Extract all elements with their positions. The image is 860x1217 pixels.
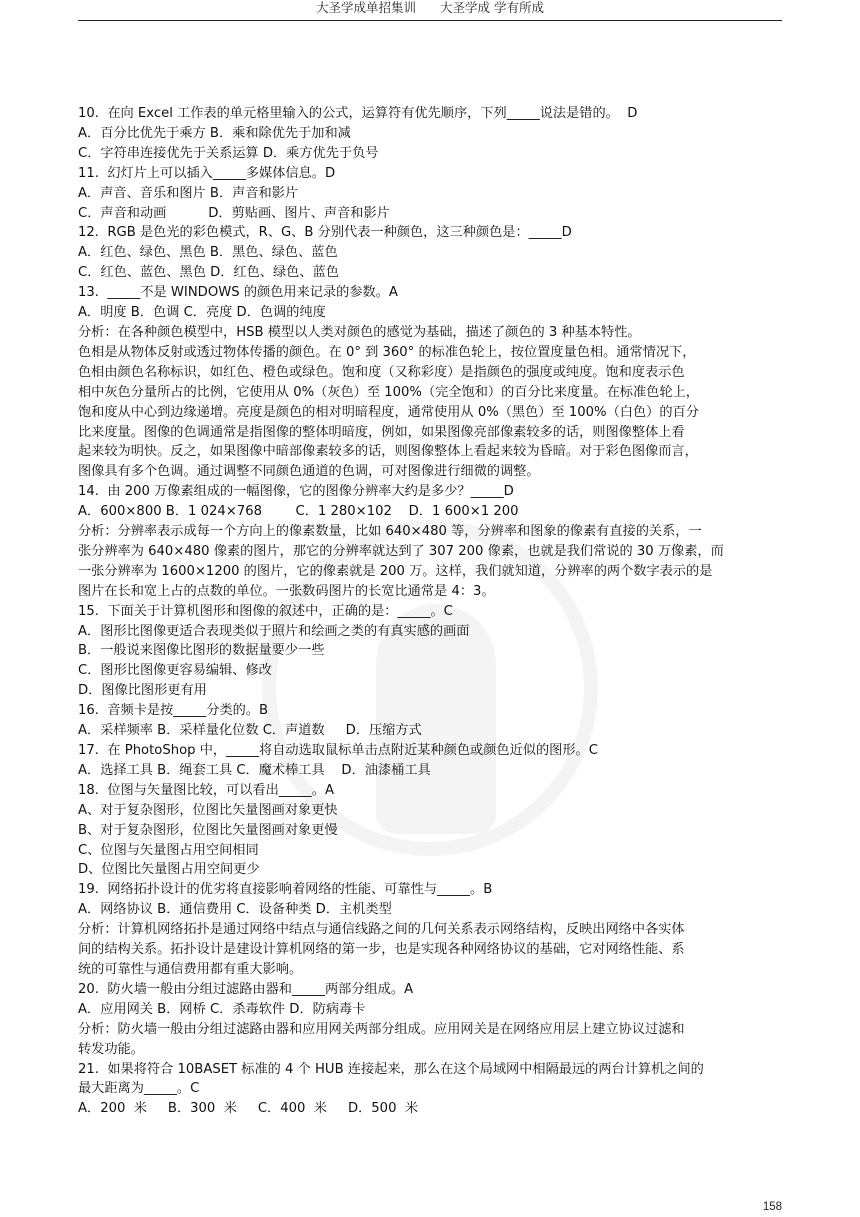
text-line: C．红色、蓝色、黑色 D．红色、绿色、蓝色 (78, 265, 339, 281)
text-line: 分析：计算机网络拓扑是通过网络中结点与通信线路之间的几何关系表示网络结构，反映出网络中各实体 (78, 922, 685, 938)
text-line: 19. 网络拓扑设计的优劣将直接影响着网络的性能、可靠性与_____。B (78, 882, 493, 898)
text-line: A．200 米 B．300 米 C．400 米 D．500 米 (78, 1101, 419, 1117)
text-line: 相中灰色分量所占的比例，它使用从 0%（灰色）至 100%（完全饱和）的百分比来度量。在标准色轮上， (78, 384, 699, 400)
text-line: 一张分辨率为 1600×1200 的图片，它的像素就是 200 万。这样，我们就知道，分辨率的两个数字表示的是 (78, 563, 713, 579)
text-line: 色相由颜色名称标识，如红色、橙色或绿色。饱和度（又称彩度）是指颜色的强度或纯度。饱和度表示色 (78, 364, 685, 380)
text-line: 20. 防火墙一般由分组过滤路由器和_____两部分组成。A (78, 981, 414, 997)
text-line: C、位图与矢量图占用空间相同 (78, 842, 259, 858)
text-line: 10. 在向 Excel 工作表的单元格里输入的公式，运算符有优先顺序，下列_____说法是错的。 D (78, 106, 638, 121)
text-line: 12. RGB 是色光的彩色模式，R、G、B 分别代表一种颜色，这三种颜色是：_____D (78, 225, 572, 241)
text-line: 统的可靠性与通信费用都有重大影响。 (78, 961, 303, 977)
text-line: A．采样频率 B．采样量化位数 C．声道数 D．压缩方式 (78, 723, 422, 739)
text-line: C．字符串连接优先于关系运算 D．乘方优先于负号 (78, 145, 379, 161)
text-line: A．明度 B．色调 C．亮度 D．色调的纯度 (78, 305, 326, 321)
text-line: 转发功能。 (78, 1041, 144, 1057)
text-line: 21. 如果将符合 10BASET 标准的 4 个 HUB 连接起来，那么在这个局域网中相隔最远的两台计算机之间的 (78, 1061, 704, 1077)
header-right-text: 大圣学成 学有所成 (440, 0, 544, 15)
text-line: 分析：在各种颜色模型中，HSB 模型以人类对颜色的感觉为基础，描述了颜色的 3 种基本特性。 (78, 324, 641, 340)
text-line: 张分辨率为 640×480 像素的图片，那它的分辨率就达到了 307 200 像素，也就是我们常说的 30 万像素，而 (78, 543, 724, 559)
page-number: 158 (762, 1201, 782, 1213)
text-line: 比来度量。图像的色调通常是指图像的整体明暗度，例如，如果图像亮部像素较多的话，则图像整体上看 (78, 424, 685, 440)
text-line: B、对于复杂图形，位图比矢量图画对象更慢 (78, 822, 338, 838)
text-line: A．应用网关 B．网桥 C．杀毒软件 D．防病毒卡 (78, 1001, 366, 1017)
text-line: 11. 幻灯片上可以插入_____多媒体信息。D (78, 165, 336, 181)
text-line: 14. 由 200 万像素组成的一幅图像，它的图像分辨率大约是多少？_____D (78, 484, 514, 500)
text-line: A．百分比优先于乘方 B．乘和除优先于加和减 (78, 125, 351, 141)
text-line: A．红色、绿色、黑色 B．黑色、绿色、蓝色 (78, 245, 338, 261)
text-line: 分析：防火墙一般由分组过滤路由器和应用网关两部分组成。应用网关是在网络应用层上建立协议过滤和 (78, 1021, 685, 1037)
text-line: 色相是从物体反射或透过物体传播的颜色。在 0° 到 360° 的标准色轮上，按位置度量色相。通常情况下， (78, 344, 696, 360)
page-header (78, 0, 782, 21)
header-left-text: 大圣学成单招集训 (316, 0, 417, 15)
text-line: B．一般说来图像比图形的数据量要少一些 (78, 643, 325, 659)
text-line: 16. 音频卡是按_____分类的。B (78, 703, 269, 719)
text-line: 17. 在 PhotoShop 中，_____将自动选取鼠标单击点附近某种颜色或颜色近似的图形。C (78, 743, 598, 758)
text-line: 图像具有多个色调。通过调整不同颜色通道的色调，可对图像进行细微的调整。 (78, 464, 540, 480)
text-line: A．选择工具 B．绳套工具 C．魔术棒工具 D．油漆桶工具 (78, 762, 431, 778)
text-line: 间的结构关系。拓扑设计是建设计算机网络的第一步，也是实现各种网络协议的基础，它对网络性能、系 (78, 942, 685, 958)
text-line: 15. 下面关于计算机图形和图像的叙述中，正确的是：_____。C (78, 603, 453, 619)
text-line: A、对于复杂图形，位图比矢量图画对象更快 (78, 802, 338, 818)
text-line: A．网络协议 B．通信费用 C．设备种类 D．主机类型 (78, 902, 392, 918)
text-line: A．图形比图像更适合表现类似于照片和绘画之类的有真实感的画面 (78, 623, 470, 639)
document-body (78, 104, 784, 1119)
text-line: 13. _____不是 WINDOWS 的颜色用来记录的参数。A (78, 285, 398, 301)
text-line: D．图像比图形更有用 (78, 683, 207, 699)
text-line: C．声音和动画 D．剪贴画、图片、声音和影片 (78, 205, 390, 221)
text-line: A．600×800 B．1 024×768 C．1 280×102 D．1 600×1 200 (78, 504, 519, 520)
text-line: 图片在长和宽上占的点数的单位。一张数码图片的长宽比通常是 4：3。 (78, 583, 495, 599)
text-line: 18. 位图与矢量图比较，可以看出_____。A (78, 782, 334, 798)
text-line: 起来较为明快。反之，如果图像中暗部像素较多的话，则图像整体上看起来较为昏暗。对于彩色图像而言， (78, 444, 698, 460)
text-line: A．声音、音乐和图片 B．声音和影片 (78, 185, 299, 201)
text-line: D、位图比矢量图占用空间更少 (78, 862, 260, 878)
text-line: 最大距离为_____。C (78, 1081, 200, 1097)
text-line: 分析：分辨率表示成每一个方向上的像素数量，比如 640×480 等，分辨率和图象的像素有直接的关系，一 (78, 524, 702, 540)
text-line: 饱和度从中心到边缘递增。亮度是颜色的相对明暗程度，通常使用从 0%（黑色）至 100%（白色）的百分 (78, 404, 699, 420)
text-line: C．图形比图像更容易编辑、修改 (78, 663, 272, 679)
